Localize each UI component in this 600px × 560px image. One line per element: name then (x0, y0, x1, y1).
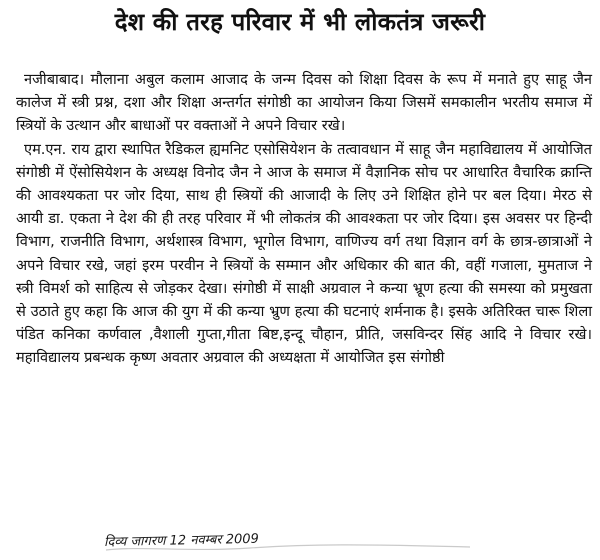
headline: देश की तरह परिवार में भी लोकतंत्र जरूरी (114, 8, 486, 36)
article-paragraph-1: नजीबाबाद। मौलाना अबुल कलाम आजाद के जन्म दिवस को शिक्षा दिवस के रूप में मनाते हुए साहू जैन कालेज में स्त्री प्रश्न, दशा और शिक्षा अन्तर्गत संगोष्ठी का आयोजन किया जिसमें समकालीन भरतीय समाज में स्त्रियों के उत्थान और बाधाओं पर वक्ताओं ने अपने विचार रखे। (16, 71, 592, 135)
handwritten-source-date: दिव्य जागरण 12 नवम्बर 2009 (103, 531, 260, 550)
article-body (16, 68, 592, 370)
article-paragraph-2: एम.एन. राय द्वारा स्थापित रैडिकल ह्यमनिट एसोसियेशन के तत्वावधान में साहू जैन महाविद्यालय में आयोजित संगोष्ठी में ऐंसोसियेशन के अध्यक्ष विनोद जैन ने आज के समाज में वैज्ञानिक सोच पर आधारित वैचारिक क्रान्ति की आवश्यकता पर जोर दिया, साथ ही स्त्रियों की आजादी के लिए उने शिक्षित होने पर बल दिया। मेरठ से आयी डा. एकता ने देश की ही तरह परिवार में भी लोकतंत्र की आवश्कता पर जोर दिया। इस अवसर पर हिन्दी विभाग, राजनीति विभाग, अर्थशास्त्र विभाग, भूगोल विभाग, वाणिज्य वर्ग तथा विज्ञान वर्ग के छात्र-छात्राओं ने अपने विचार रखे, जहां इरम परवीन ने स्त्रियों के सम्मान और अधिकार की बात की, वहीं गजाला, मुमताज ने स्त्री विमर्श को साहित्य से जोड़कर देखा। संगोष्ठी में साक्षी अग्रवाल ने कन्या भ्रूण हत्या की समस्या को प्रमुखता से उठाते हुए कहा कि आज की युग में की कन्या भ्रुण हत्या की घटनाएं शर्मनाक है। इसके अतिरिक्त चारू शिला पंडित कनिका कर्णवाल ,वैशाली गुप्ता,गीता बिष्ट,इन्दू चौहान, प्रीति, जसविन्दर सिंह आदि ने विचार रखे। महाविद्यालय प्रबन्धक कृष्ण अवतार अग्रवाल की अध्यक्षता में आयोजित इस संगोष्ठी (16, 140, 592, 367)
handwritten-note (100, 530, 480, 558)
